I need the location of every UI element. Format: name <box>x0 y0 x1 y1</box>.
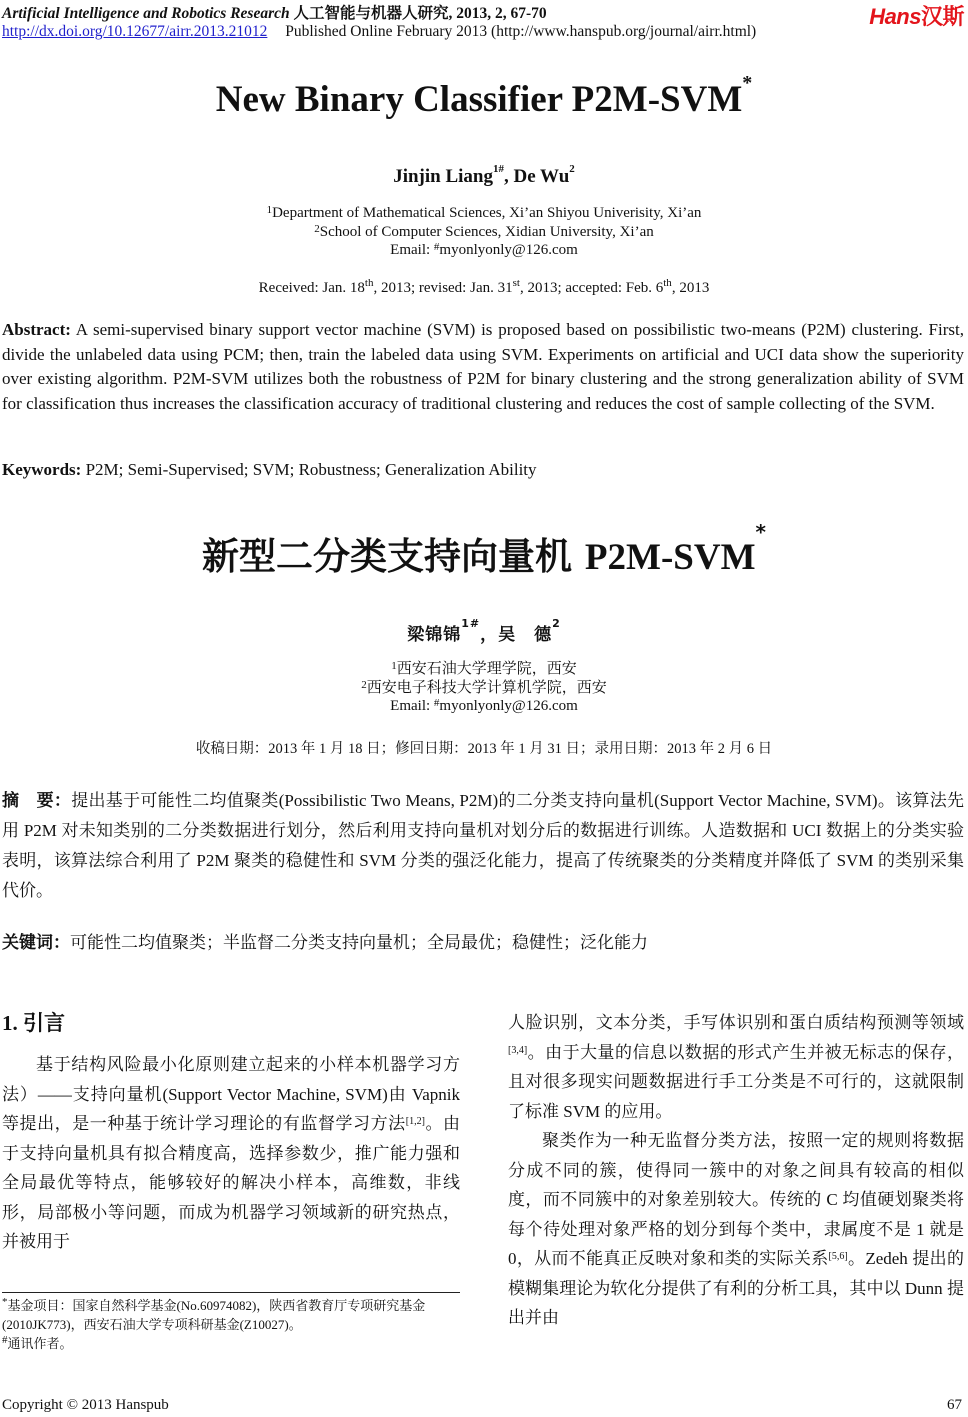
email-label: Email: <box>390 242 434 258</box>
hans-logo <box>869 0 964 31</box>
aff-text: Department of Mathematical Sciences, Xi’an Shiyou Univerisity, Xi’an <box>272 205 702 221</box>
author-mark: 1# <box>493 163 504 175</box>
citation[interactable]: [1,2] <box>405 1116 425 1127</box>
email-label: Email: <box>390 698 434 714</box>
author-mark: 2 <box>552 617 561 630</box>
doi-link[interactable]: http://dx.doi.org/10.12677/airr.2013.21012 <box>2 23 268 40</box>
aff-text: 西安电子科技大学计算机学院，西安 <box>366 679 607 696</box>
title-cn-text: 新型二分类支持向量机 <box>202 535 585 578</box>
body-column-left <box>2 1050 460 1257</box>
body-column-right <box>508 1008 964 1333</box>
affiliations-en <box>0 204 968 260</box>
aff-mark: 2 <box>361 678 367 691</box>
footnote-text: 基金项目：国家自然科学基金(No.60974082)，陕西省教育厅专项研究基金(2010JK773)，西安石油大学专项科研基金(Z10027)。 <box>2 1298 426 1332</box>
keywords-en <box>2 458 964 483</box>
title-footnote-mark: * <box>742 72 753 94</box>
affiliations-cn <box>0 660 968 716</box>
keywords-label: Keywords: <box>2 460 82 479</box>
para-text: 。Zedeh 提出的模糊集理论为软化分提供了有利的分析工具，其中以 Dunn 提出并由 <box>508 1249 964 1327</box>
section-heading <box>2 1007 65 1037</box>
author-name: De Wu <box>513 166 570 187</box>
recv-part: , 2013 <box>671 280 710 296</box>
authors-cn <box>0 617 968 645</box>
abstract-cn-text: 提出基于可能性二均值聚类(Possibilistic Two Means, P2M)的二分类支持向量机(Support Vector Machine, SVM)。该算法先用 P2M 对未知类别的二分类数据进行划分，然后利用支持向量机对划分后的数据进行训练。人造数据和 UCI 数据上的分类实验表明，该算法综合利用了 P2M 聚类的稳健性和 SVM 分类的强泛化能力，提高了传统聚类的分类精度并降低了 SVM 的类别采集代价。 <box>2 791 964 900</box>
page-number: 67 <box>947 1397 962 1413</box>
journal-name: Artificial Intelligence and Robotics Research <box>2 5 290 22</box>
email-line <box>0 697 968 716</box>
citation[interactable]: [3,4] <box>508 1044 528 1056</box>
paper-title-en <box>0 72 968 121</box>
para-text: 。由于支持向量机具有拟合精度高，选择参数少，推广能力强和全局最优等特点，能够较好的解决小样本，高维数，非线形，局部极小等问题，而成为机器学习领域新的研究热点，并被用于 <box>2 1114 461 1251</box>
abstract-cn-label: 摘 要： <box>2 791 72 811</box>
paper-title-cn <box>0 520 968 580</box>
affiliation-item <box>0 660 968 679</box>
title-latin-text: P2M-SVM <box>584 537 756 578</box>
journal-name-cn: 人工智能与机器人研究, 2013, 2, 67-70 <box>293 5 547 22</box>
body-paragraph <box>508 1008 964 1126</box>
footnote-corresponding <box>2 1334 462 1353</box>
body-paragraph <box>2 1050 460 1257</box>
author-name: 吴 德 <box>498 625 553 645</box>
aff-mark: 1 <box>391 660 397 672</box>
aff-mark: 2 <box>314 222 320 235</box>
email-mark: # <box>433 241 440 253</box>
footnote-text: 通讯作者。 <box>7 1336 73 1351</box>
author-name: 梁锦锦 <box>407 625 462 645</box>
para-text: 基于结构风险最小化原则建立起来的小样本机器学习方法）——支持向量机(Support Vector Machine, SVM)由 Vapnik 等提出，是一种基于统计学习理论的有监督学习方法 <box>2 1055 460 1133</box>
received-dates-cn: 收稿日期：2013 年 1 月 18 日；修回日期：2013 年 1 月 31 日；录用日期：2013 年 2 月 6 日 <box>195 741 773 757</box>
para-text: 聚类作为一种无监督分类方法，按照一定的规则将数据分成不同的簇，使得同一簇中的对象之间具有较高的相似度，而不同簇中的对象差别较大。传统的 C 均值硬划聚类将每个待处理对象严格的划分到每个类中，隶属度不是 1 就是 0，从而不能真正反映对象和类的实际关系 <box>508 1131 964 1268</box>
journal-header <box>2 1 547 23</box>
keywords-cn <box>2 931 964 956</box>
author-sep: , <box>504 166 514 187</box>
authors-en <box>0 163 968 188</box>
author-name: Jinjin Liang <box>393 166 493 187</box>
para-text: 。由于大量的信息以数据的形式产生并被无标志的保存，且对很多现实问题数据进行手工分类是不可行的，这就限制了标准 SVM 的应用。 <box>508 1042 964 1121</box>
recv-part: , 2013; revised: Jan. 31 <box>373 280 513 296</box>
logo-latin: Hans <box>869 4 921 29</box>
body-paragraph <box>508 1126 964 1333</box>
recv-part: Received: Jan. 18 <box>258 280 365 296</box>
email-line <box>0 241 968 260</box>
para-text: 人脸识别，文本分类，手写体识别和蛋白质结构预测等领域 <box>508 1013 964 1032</box>
section-number: 1. <box>2 1011 23 1035</box>
footnote-fund <box>2 1296 462 1334</box>
title-text: New Binary Classifier P2M-SVM <box>215 79 743 120</box>
footnotes <box>2 1296 462 1353</box>
abstract-en <box>2 318 964 416</box>
section-title: 引言 <box>23 1011 65 1035</box>
recv-part: , 2013; accepted: Feb. 6 <box>519 280 664 296</box>
email-address: myonlyonly@126.com <box>439 698 578 714</box>
author-mark: 1# <box>461 617 481 630</box>
abstract-cn <box>2 786 964 906</box>
logo-cn: 汉斯 <box>920 4 964 29</box>
doi-line <box>2 23 756 41</box>
keywords-cn-text: 可能性二均值聚类；半监督二分类支持向量机；全局最优；稳健性；泛化能力 <box>70 933 648 952</box>
author-sep: ， <box>480 625 499 645</box>
keywords-cn-label: 关键词： <box>2 933 70 953</box>
author-mark: 2 <box>569 163 575 175</box>
abstract-text: A semi-supervised binary support vector machine (SVM) is proposed based on possibilistic two-means (P2M) clustering. First, divide the unlabeled data using PCM; then, train the labeled data using SVM. Experiments on artificial and UCI data show the superiority over existing algorithm. P2M-SVM utilizes both the robustness of P2M for binary clustering and the strong generalization ability of SVM for classification thus increases the classification accuracy of traditional clustering and reduces the cost of sample collecting of the SVM. <box>2 320 964 413</box>
keywords-text: P2M; Semi-Supervised; SVM; Robustness; Generalization Ability <box>81 460 537 479</box>
citation[interactable]: [5,6] <box>828 1251 848 1262</box>
email-address: myonlyonly@126.com <box>439 242 578 258</box>
recv-sup: th <box>663 277 672 289</box>
affiliation-item <box>0 223 968 242</box>
footnote-mark: * <box>2 1296 8 1308</box>
aff-mark: 1 <box>266 204 273 216</box>
affiliation-item <box>0 204 968 223</box>
footnote-divider <box>2 1292 460 1293</box>
copyright: Copyright © 2013 Hanspub <box>2 1397 169 1413</box>
abstract-label: Abstract: <box>2 320 71 339</box>
received-dates-en <box>0 277 968 297</box>
published-info: Published Online February 2013 (http://www.hanspub.org/journal/airr.html) <box>285 23 757 40</box>
footnote-mark: # <box>2 1334 8 1346</box>
email-mark: # <box>433 697 440 709</box>
aff-text: 西安石油大学理学院，西安 <box>396 661 577 677</box>
title-footnote-mark: * <box>755 520 766 544</box>
recv-sup: st <box>512 277 520 289</box>
aff-text: School of Computer Sciences, Xidian University, Xi’an <box>319 223 654 240</box>
affiliation-item <box>0 679 968 698</box>
recv-sup: th <box>364 277 374 289</box>
